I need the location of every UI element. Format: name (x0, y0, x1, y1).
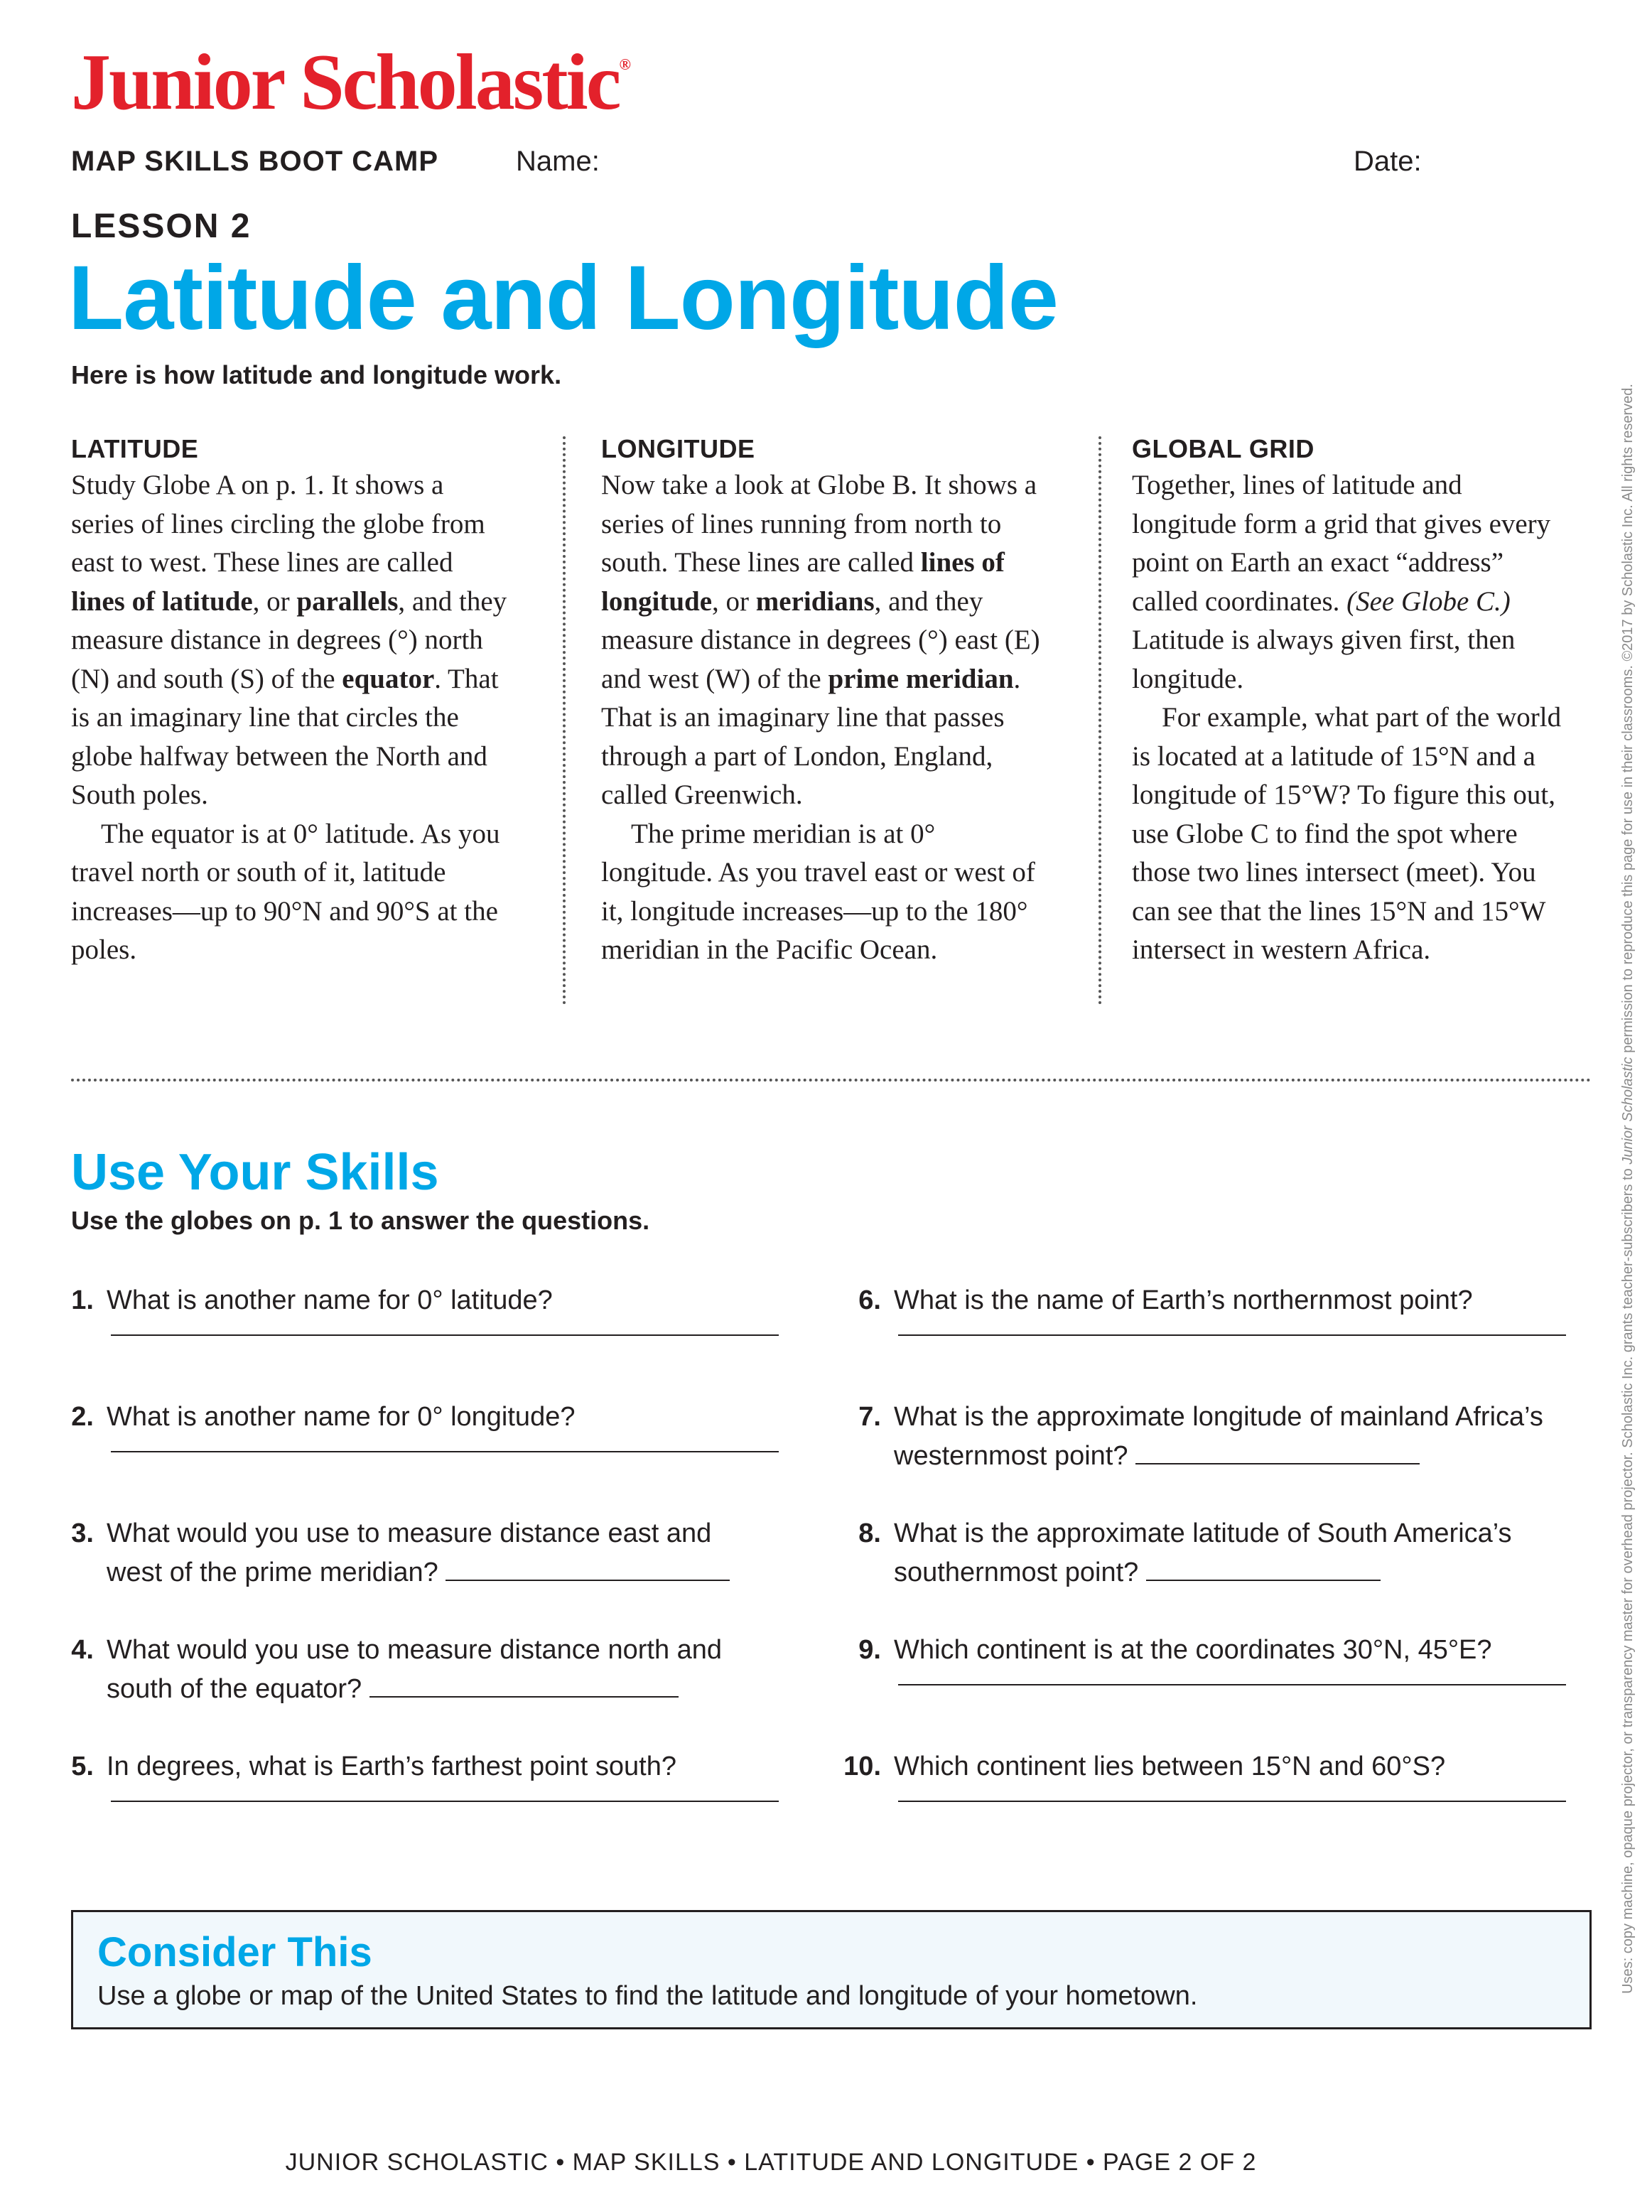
answer-line-7[interactable] (1135, 1443, 1420, 1464)
answer-line-10[interactable] (898, 1792, 1566, 1802)
question-text: Which continent is at the coordinates 30°N, 45°E? (894, 1635, 1492, 1665)
question-text: In degrees, what is Earth’s farthest point south? (107, 1752, 676, 1781)
question-text: What is the approximate latitude of South America’s southernmost point? (894, 1518, 1512, 1587)
consider-text: Use a globe or map of the United States to find the latitude and longitude of your hometown. (97, 1981, 1198, 2011)
skills-heading: Use Your Skills (71, 1144, 439, 1201)
question-text: What is the approximate longitude of mainland Africa’s westernmost point? (894, 1402, 1543, 1471)
column-divider (563, 436, 566, 1005)
answer-line-8[interactable] (1146, 1560, 1381, 1581)
section-divider (71, 1079, 1592, 1081)
question-text: What is another name for 0° longitude? (107, 1402, 576, 1432)
answer-line-4[interactable] (369, 1676, 679, 1698)
column-body (601, 466, 1042, 970)
latitude-column (71, 432, 512, 970)
date-field-label: Date: (1354, 146, 1422, 177)
series-kicker: MAP SKILLS BOOT CAMP (71, 146, 439, 177)
answer-line-5[interactable] (111, 1792, 779, 1802)
lesson-label: LESSON 2 (71, 207, 252, 245)
logo-text: Junior Scholastic (71, 38, 620, 126)
longitude-column (601, 432, 1042, 970)
global-grid-column (1132, 432, 1572, 970)
answer-line-9[interactable] (898, 1676, 1566, 1685)
junior-scholastic-logo (71, 38, 631, 126)
question-4: 4. What would you use to measure distance north and south of the equator? (50, 1631, 760, 1709)
paragraph: For example, what part of the world is located at a latitude of 15°N and a longitude of 15°W? To figure this out, use Globe C to find the spot where those two lines intersect (meet). You can see that the lines 15°N and 15°W intersect in western Africa. (1132, 702, 1562, 965)
question-text: What would you use to measure distance east and west of the prime meridian? (107, 1514, 760, 1592)
column-body (1132, 466, 1572, 970)
column-heading: LATITUDE (71, 434, 199, 463)
question-2: 2. What is another name for 0° longitude? (50, 1398, 760, 1452)
question-text: What would you use to measure distance north and south of the equator? (107, 1635, 723, 1704)
question-8: 8. What is the approximate latitude of South America’s southernmost point? (837, 1514, 1548, 1592)
question-5: 5. In degrees, what is Earth’s farthest point south? (50, 1747, 760, 1802)
side-copyright-note: Uses: copy machine, opaque projector, or transparency master for overhead projector. Scholastic Inc. grants teacher-subscribers to Junior Scholastic permission to reproduce this page for use in their classrooms. ©2017 by Scholastic Inc. All rights reserved. (1620, 384, 1636, 1994)
consider-this-box (71, 1910, 1592, 2029)
answer-line-6[interactable] (898, 1326, 1566, 1336)
name-field-label: Name: (516, 146, 600, 177)
answer-line-1[interactable] (111, 1326, 779, 1336)
question-text: What is another name for 0° latitude? (107, 1285, 553, 1315)
column-heading: LONGITUDE (601, 434, 755, 463)
consider-heading: Consider This (97, 1929, 372, 1975)
answer-line-2[interactable] (111, 1442, 779, 1452)
paragraph: Together, lines of latitude and longitude form a grid that gives every point on Earth an exact “address” called coordinates. (See Globe C.) Latitude is always given first, then longitude. (1132, 470, 1551, 694)
answer-line-3[interactable] (446, 1560, 730, 1581)
question-1: 1. What is another name for 0° latitude? (50, 1281, 760, 1336)
registered-mark: ® (619, 55, 631, 73)
page-title: Latitude and Longitude (68, 247, 1058, 349)
column-heading: GLOBAL GRID (1132, 434, 1314, 463)
intro-text: Here is how latitude and longitude work. (71, 360, 562, 389)
question-9: 9. Which continent is at the coordinates 30°N, 45°E? (837, 1631, 1548, 1685)
paragraph: Study Globe A on p. 1. It shows a series of lines circling the globe from east to west. These lines are called lines of latitude, or parallels, and they measure distance in degrees (°) north (N) and south (S) of the equator. That is an imaginary line that circles the globe halfway between the North and South poles. (71, 470, 507, 810)
paragraph: The prime meridian is at 0° longitude. As you travel east or west of it, longitude increases—up to the 180° meridian in the Pacific Ocean. (601, 818, 1035, 965)
paragraph: Now take a look at Globe B. It shows a series of lines running from north to south. These lines are called lines of longitude, or meridians, and they measure distance in degrees (°) east (E) and west (W) of the prime meridian. That is an imaginary line that passes through a part of London, England, called Greenwich. (601, 470, 1040, 810)
question-text: Which continent lies between 15°N and 60°S? (894, 1752, 1446, 1781)
question-6: 6. What is the name of Earth’s northernmost point? (837, 1281, 1548, 1336)
paragraph: The equator is at 0° latitude. As you travel north or south of it, latitude increases—up to 90°N and 90°S at the poles. (71, 818, 500, 965)
column-divider (1098, 436, 1101, 1005)
column-body (71, 466, 512, 970)
question-text: What is the name of Earth’s northernmost point? (894, 1285, 1473, 1315)
question-7: 7. What is the approximate longitude of mainland Africa’s westernmost point? (837, 1398, 1548, 1476)
question-3: 3. What would you use to measure distance east and west of the prime meridian? (50, 1514, 760, 1592)
question-10: 10. Which continent lies between 15°N and 60°S? (837, 1747, 1548, 1802)
page-footer: JUNIOR SCHOLASTIC • MAP SKILLS • LATITUDE AND LONGITUDE • PAGE 2 OF 2 (285, 2149, 1257, 2176)
skills-instructions: Use the globes on p. 1 to answer the questions. (71, 1206, 650, 1235)
